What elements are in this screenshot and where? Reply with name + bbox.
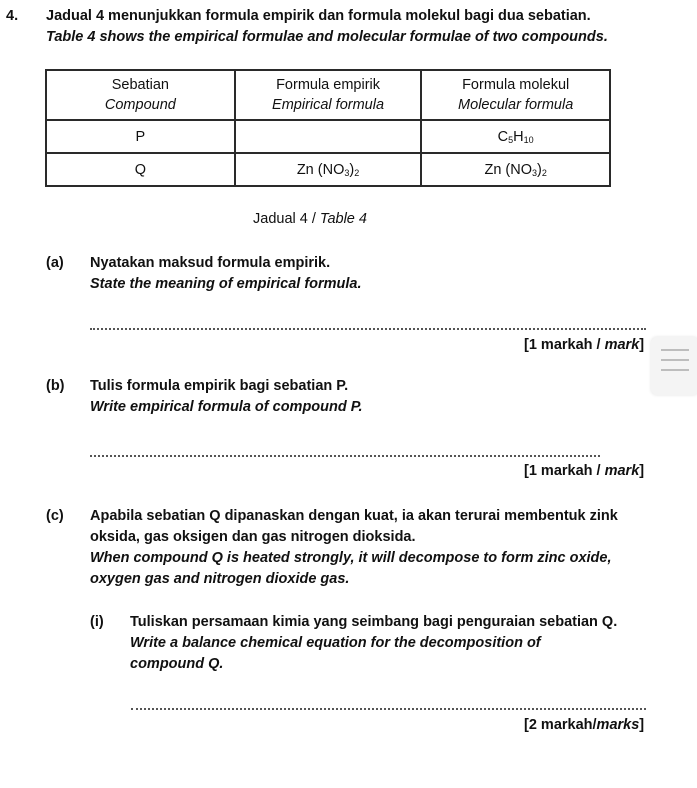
part-c-i-marks: [2 markah/marks]: [524, 717, 645, 733]
part-b-label: (b): [46, 378, 65, 394]
part-a-label: (a): [46, 255, 64, 271]
part-b-marks: [1 markah / mark]: [524, 463, 645, 479]
answer-line-c-i[interactable]: [131, 708, 646, 710]
part-c-i-label: (i): [90, 614, 104, 630]
table-caption: Jadual 4 / Table 4: [253, 211, 367, 227]
cell-molecular: $C_5H_{10}$: [421, 120, 610, 153]
table-row: [46, 153, 610, 186]
part-c-i-text-malay: Tuliskan persamaan kimia yang seimbang bagi penguraian sebatian Q.: [130, 614, 618, 630]
question-text-english: Table 4 shows the empirical formulae and molecular formulae of two compounds.: [46, 29, 608, 45]
cell-compound: Q: [46, 153, 235, 186]
floating-menu-button[interactable]: [651, 337, 697, 395]
cell-empirical-blank: [235, 120, 422, 153]
part-c-label: (c): [46, 508, 64, 524]
question-number: 4.: [6, 8, 19, 24]
cell-molecular: Zn $(NO_3)_2$: [421, 153, 610, 186]
part-c-text-english-1: When compound Q is heated strongly, it will decompose to form zinc oxide,: [90, 550, 612, 566]
answer-line-b[interactable]: [90, 455, 600, 457]
part-c-i-text-english-2: compound Q.: [130, 656, 224, 672]
part-c-i-text-english-1: Write a balance chemical equation for the decomposition of: [130, 635, 541, 651]
part-a-marks: [1 markah / mark]: [524, 337, 645, 353]
part-b-text-english: Write empirical formula of compound P.: [90, 399, 363, 415]
part-c-text-malay-2: oksida, gas oksigen dan gas nitrogen dioksida.: [90, 529, 416, 545]
header-compound: Sebatian Compound: [46, 70, 235, 120]
part-a-text-english: State the meaning of empirical formula.: [90, 276, 362, 292]
cell-compound: P: [46, 120, 235, 153]
part-c-text-malay-1: Apabila sebatian Q dipanaskan dengan kuat, ia akan terurai membentuk zink: [90, 508, 618, 524]
table-header-row: [46, 70, 610, 120]
cell-empirical: Zn $(NO_3)_2$: [235, 153, 422, 186]
part-a-text-malay: Nyatakan maksud formula empirik.: [90, 255, 331, 271]
question-text-malay: Jadual 4 menunjukkan formula empirik dan formula molekul bagi dua sebatian.: [46, 8, 591, 24]
header-molecular-formula: Formula molekul Molecular formula: [421, 70, 610, 120]
header-empirical-formula: Formula empirik Empirical formula: [235, 70, 422, 120]
table-row: [46, 120, 610, 153]
part-c-text-english-2: oxygen gas and nitrogen dioxide gas.: [90, 571, 350, 587]
formula-table: [45, 69, 611, 187]
part-b-text-malay: Tulis formula empirik bagi sebatian P.: [90, 378, 349, 394]
answer-line-a[interactable]: [90, 328, 646, 330]
